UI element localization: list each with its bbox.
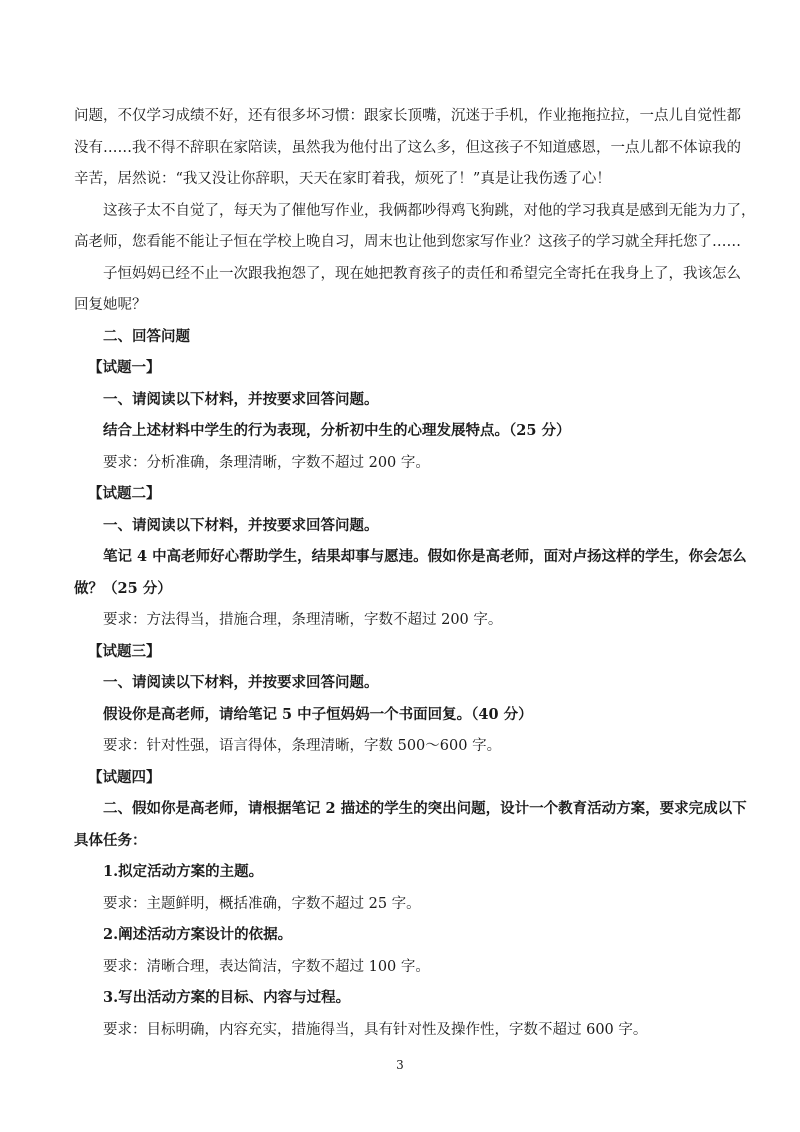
question-3-instruction: 一、请阅读以下材料，并按要求回答问题。 bbox=[103, 674, 379, 691]
page-number: 3 bbox=[396, 1058, 404, 1072]
paragraph-3-line-1: 子恒妈妈已经不止一次跟我抱怨了，现在她把教育孩子的责任和希望完全寄托在我身上了，我该怎么 bbox=[103, 266, 741, 282]
question-2-requirement: 要求：方法得当，措施合理，条理清晰，字数不超过 200 字。 bbox=[103, 612, 503, 628]
question-2-prompt-line-2: 做？（25 分） bbox=[74, 580, 172, 597]
question-1-instruction: 一、请阅读以下材料，并按要求回答问题。 bbox=[103, 391, 379, 408]
paragraph-2-line-2: 高老师，您看能不能让子恒在学校上晚自习，周末也让他到您家写作业？这孩子的学习就全拜托您了…… bbox=[74, 234, 741, 250]
question-4-task-3: 3.写出活动方案的目标、内容与过程。 bbox=[103, 989, 351, 1006]
question-2-prompt-line-1: 笔记 4 中高老师好心帮助学生，结果却事与愿违。假如你是高老师，面对卢扬这样的学生，你会怎么 bbox=[103, 548, 747, 565]
question-4-task-1: 1.拟定活动方案的主题。 bbox=[103, 863, 264, 880]
question-3-title: 【试题三】 bbox=[88, 643, 161, 660]
question-4-title: 【试题四】 bbox=[88, 769, 161, 786]
paragraph-2-line-1: 这孩子太不自觉了，每天为了催他写作业，我俩都吵得鸡飞狗跳，对他的学习我真是感到无能为力了， bbox=[103, 203, 756, 219]
question-4-instruction-line-1: 二、假如你是高老师，请根据笔记 2 描述的学生的突出问题，设计一个教育活动方案，要求完成以下 bbox=[103, 800, 747, 817]
section-heading: 二、回答问题 bbox=[103, 328, 190, 345]
question-3-prompt: 假设你是高老师，请给笔记 5 中子恒妈妈一个书面回复。（40 分） bbox=[103, 706, 533, 723]
question-2-title: 【试题二】 bbox=[88, 485, 161, 502]
paragraph-3-line-2: 回复她呢？ bbox=[74, 297, 147, 313]
question-1-prompt: 结合上述材料中学生的行为表现，分析初中生的心理发展特点。（25 分） bbox=[103, 422, 571, 439]
paragraph-1-line-3: 辛苦，居然说：“我又没让你辞职，天天在家盯着我，烦死了！”真是让我伤透了心！ bbox=[74, 171, 611, 187]
paragraph-1-line-1: 问题，不仅学习成绩不好，还有很多坏习惯：跟家长顶嘴，沉迷于手机，作业拖拖拉拉，一点儿自觉性都 bbox=[74, 108, 741, 124]
question-4-instruction-line-2: 具体任务： bbox=[74, 832, 147, 849]
question-4-task-3-requirement: 要求：目标明确，内容充实，措施得当，具有针对性及操作性，字数不超过 600 字。 bbox=[103, 1022, 648, 1038]
paragraph-1-line-2: 没有……我不得不辞职在家陪读，虽然我为他付出了这么多，但这孩子不知道感恩，一点儿都不体谅我的 bbox=[74, 140, 741, 156]
question-3-requirement: 要求：针对性强，语言得体，条理清晰，字数 500～600 字。 bbox=[103, 738, 502, 754]
question-4-task-2: 2.阐述活动方案设计的依据。 bbox=[103, 926, 293, 943]
question-4-task-2-requirement: 要求：清晰合理，表达简洁，字数不超过 100 字。 bbox=[103, 959, 430, 975]
question-1-requirement: 要求：分析准确，条理清晰，字数不超过 200 字。 bbox=[103, 455, 430, 471]
question-1-title: 【试题一】 bbox=[88, 359, 161, 376]
question-4-task-1-requirement: 要求：主题鲜明，概括准确，字数不超过 25 字。 bbox=[103, 896, 421, 912]
question-2-instruction: 一、请阅读以下材料，并按要求回答问题。 bbox=[103, 517, 379, 534]
